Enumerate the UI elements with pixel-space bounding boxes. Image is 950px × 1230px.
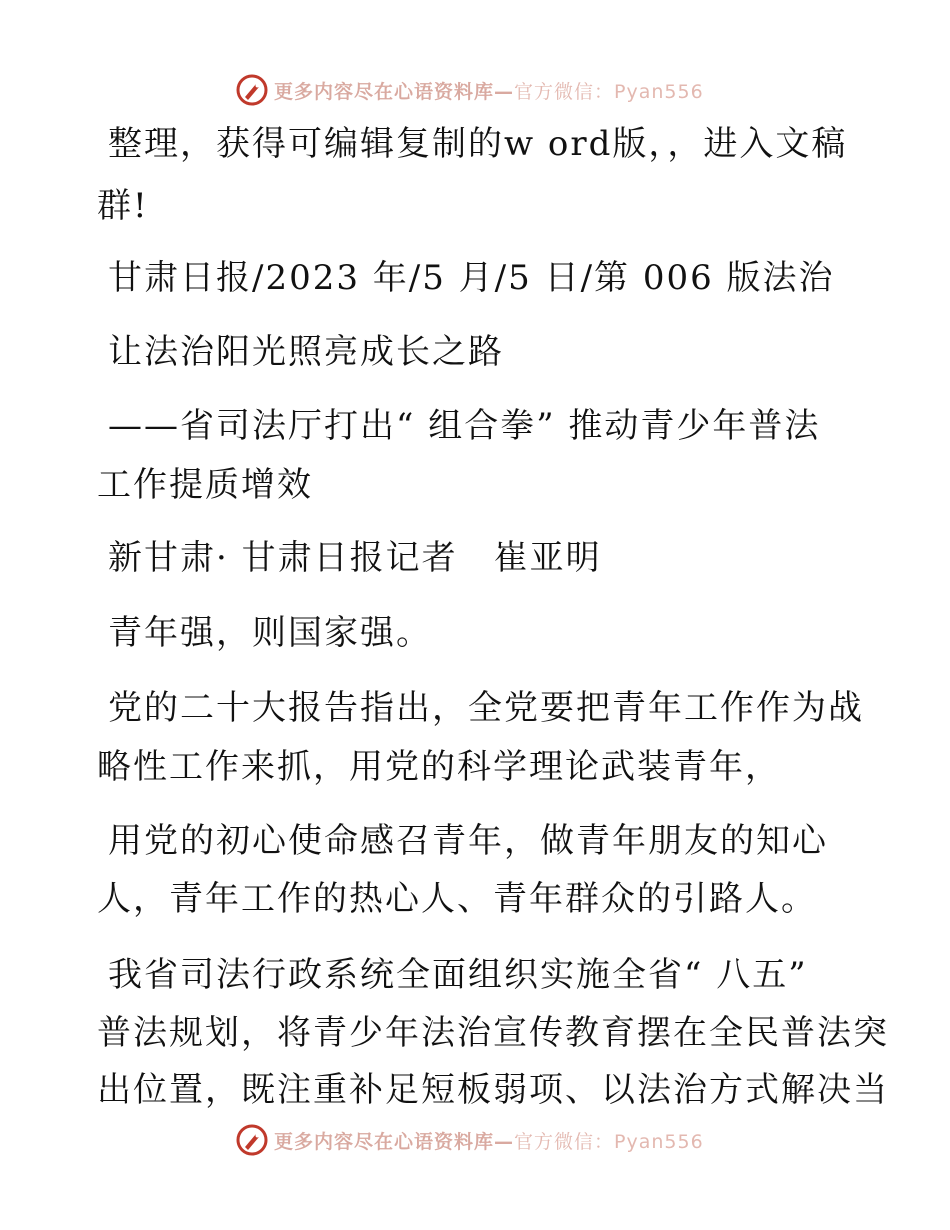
- text-line: 甘肃日报/2023 年/5 月/5 日/第 006 版法治: [108, 258, 835, 298]
- paragraph-line: 人，青年工作的热心人、青年群众的引路人。: [97, 879, 817, 919]
- article-title: 让法治阳光照亮成长之路: [108, 332, 504, 372]
- paragraph-line: 出位置，既注重补足短板弱项、以法治方式解决当: [97, 1070, 889, 1110]
- paragraph-line: 我省司法行政系统全面组织实施全省“ 八五”: [108, 955, 808, 995]
- article-subtitle: ——省司法厅打出“ 组合拳” 推动青少年普法: [108, 406, 821, 446]
- paragraph-line: 用党的初心使命感召青年，做青年朋友的知心: [108, 821, 828, 861]
- watermark-main-text: 更多内容尽在心语资料库—: [274, 80, 515, 103]
- paragraph-line: 青年强，则国家强。: [108, 613, 432, 653]
- text-line: 群!: [97, 186, 149, 226]
- watermark-main-text: 更多内容尽在心语资料库—: [274, 1130, 515, 1153]
- byline: 新甘肃· 甘肃日报记者 崔亚明: [108, 538, 602, 578]
- text-line: 整理，获得可编辑复制的w ord版，，进入文稿: [108, 124, 848, 164]
- watermark-text: [274, 1127, 704, 1154]
- pen-nib-logo-icon: [236, 1124, 268, 1156]
- paragraph-line: 党的二十大报告指出，全党要把青年工作作为战: [108, 688, 864, 728]
- watermark-wechat: 官方微信：Pyan556: [514, 80, 704, 103]
- watermark-wechat: 官方微信：Pyan556: [514, 1130, 704, 1153]
- paragraph-line: 略性工作来抓，用党的科学理论武装青年，: [97, 747, 781, 787]
- footer-watermark: [236, 1122, 704, 1158]
- paragraph-line: 普法规划，将青少年法治宣传教育摆在全民普法突: [97, 1013, 889, 1053]
- article-subtitle-cont: 工作提质增效: [97, 465, 313, 505]
